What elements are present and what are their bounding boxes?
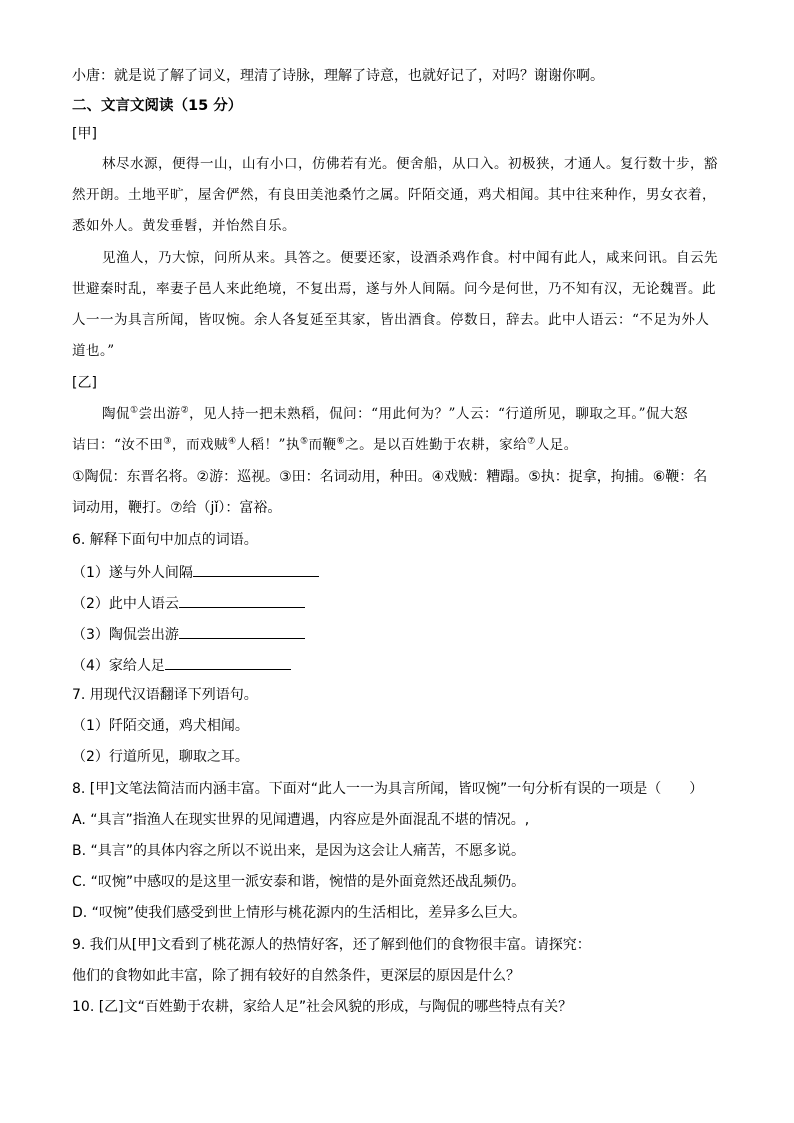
yi-text: ，而戏贼 <box>171 437 228 453</box>
notes-line-2: 词动用，鞭打。⑦给（jǐ）：富裕。 <box>72 500 282 516</box>
q8-option-a: A. “具言”指渔人在现实世界的见闻遭遇，内容应是外面混乱不堪的情况。, <box>72 812 530 828</box>
q6-item-3 <box>72 624 305 644</box>
q10-line: 10. [乙]文“百姓勤于农耕，家给人足”社会风貌的形成，与陶侃的哪些特点有关？ <box>72 999 573 1015</box>
q6-item-2 <box>72 593 305 613</box>
jia-para1-line-2: 然开朗。土地平旷，屋舍俨然，有良田美池桑竹之属。阡陌交通，鸡犬相闻。其中往来种作，男女衣着， <box>72 187 716 203</box>
jia-para2-line-4: 道也。” <box>72 343 115 359</box>
yi-text: 而鞭 <box>308 437 337 453</box>
q6-item-4 <box>72 655 291 675</box>
answer-blank[interactable] <box>193 562 319 577</box>
footnote-marker: ① <box>130 405 139 416</box>
jia-label: [甲] <box>72 126 97 142</box>
yi-para-line-2 <box>72 436 578 454</box>
footnote-marker: ⑥ <box>336 436 346 447</box>
q6-item-text: （4）家给人足 <box>72 658 165 674</box>
q6-title: 6. 解释下面句中加点的词语。 <box>72 532 258 548</box>
yi-text: 诘曰：“汝不田 <box>72 437 164 453</box>
section-title: 二、文言文阅读（15 分） <box>72 98 243 114</box>
q6-item-text: （2）此中人语云 <box>72 596 179 612</box>
jia-para2-line-2: 世避秦时乱，率妻子邑人来此绝境，不复出焉，遂与外人间隔。问今是何世，乃不知有汉，无论魏晋。此 <box>72 281 716 297</box>
jia-para1-line-1: 林尽水源，便得一山，山有小口，仿佛若有光。便舍船，从口入。初极狭，才通人。复行数十步，豁 <box>102 156 718 172</box>
q8-option-c: C. “叹惋”中感叹的是这里一派安泰和谐，惋惜的是外面竟然还战乱频仍。 <box>72 874 526 890</box>
q8-option-b: B. “具言”的具体内容之所以不说出来，是因为这会让人痛苦，不愿多说。 <box>72 843 526 859</box>
footnote-marker: ⑦ <box>527 436 536 447</box>
q6-item-text: （3）陶侃尝出游 <box>72 627 179 643</box>
q7-item-2: （2）行道所见，聊取之耳。 <box>72 749 249 765</box>
footnote-marker: ⑤ <box>299 436 309 447</box>
yi-text: 陶侃 <box>102 406 130 422</box>
intro-line: 小唐：就是说了解了词义，理清了诗脉，理解了诗意，也就好记了，对吗？谢谢你啊。 <box>72 68 604 84</box>
footnote-marker: ③ <box>163 436 172 447</box>
q6-item-1 <box>72 562 319 582</box>
jia-para2-line-3: 人一一为具言所闻，皆叹惋。余人各复延至其家，皆出酒食。停数日，辞去。此中人语云：“不足为外人 <box>72 312 710 328</box>
q7-item-1: （1）阡陌交通，鸡犬相闻。 <box>72 718 249 734</box>
q6-item-text: （1）遂与外人间隔 <box>72 565 193 581</box>
yi-para-line-1 <box>102 405 688 423</box>
jia-para1-line-3: 悉如外人。黄发垂髫，并怡然自乐。 <box>72 218 296 234</box>
yi-text: ，见人持一把未熟稻，侃问：“用此何为？”人云：“行道所见，聊取之耳。”侃大怒 <box>189 406 689 422</box>
yi-text: 之。是以百姓勤于农耕，家给 <box>345 437 528 453</box>
notes-line-1: ①陶侃：东晋名将。②游：巡视。③田：名词动用，种田。④戏贼：糟蹋。⑤执：捉拿，拘捕。⑥鞭：名 <box>72 469 708 485</box>
q7-title: 7. 用现代汉语翻译下列语句。 <box>72 687 258 703</box>
yi-text: 人稻！”执 <box>236 437 300 453</box>
yi-text: 尝出游 <box>138 406 181 422</box>
q8-title: 8. [甲]文笔法简洁而内涵丰富。下面对“此人一一为具言所闻，皆叹惋”一句分析有误的一项是（ ） <box>72 781 704 797</box>
answer-blank[interactable] <box>179 593 305 608</box>
yi-label: [乙] <box>72 375 97 391</box>
yi-text: 人足。 <box>535 437 578 453</box>
answer-blank[interactable] <box>165 655 291 670</box>
q9-line-2: 他们的食物如此丰富，除了拥有较好的自然条件，更深层的原因是什么？ <box>72 968 520 984</box>
q8-option-d: D. “叹惋”使我们感受到世上情形与桃花源内的生活相比，差异多么巨大。 <box>72 905 527 921</box>
q9-line-1: 9. 我们从[甲]文看到了桃花源人的热情好客，还了解到他们的食物很丰富。请探究： <box>72 937 591 953</box>
footnote-marker: ④ <box>227 436 237 447</box>
jia-para2-line-1: 见渔人，乃大惊，问所从来。具答之。便要还家，设酒杀鸡作食。村中闻有此人，咸来问讯。自云先 <box>102 250 718 266</box>
answer-blank[interactable] <box>179 624 305 639</box>
footnote-marker: ② <box>180 405 190 416</box>
